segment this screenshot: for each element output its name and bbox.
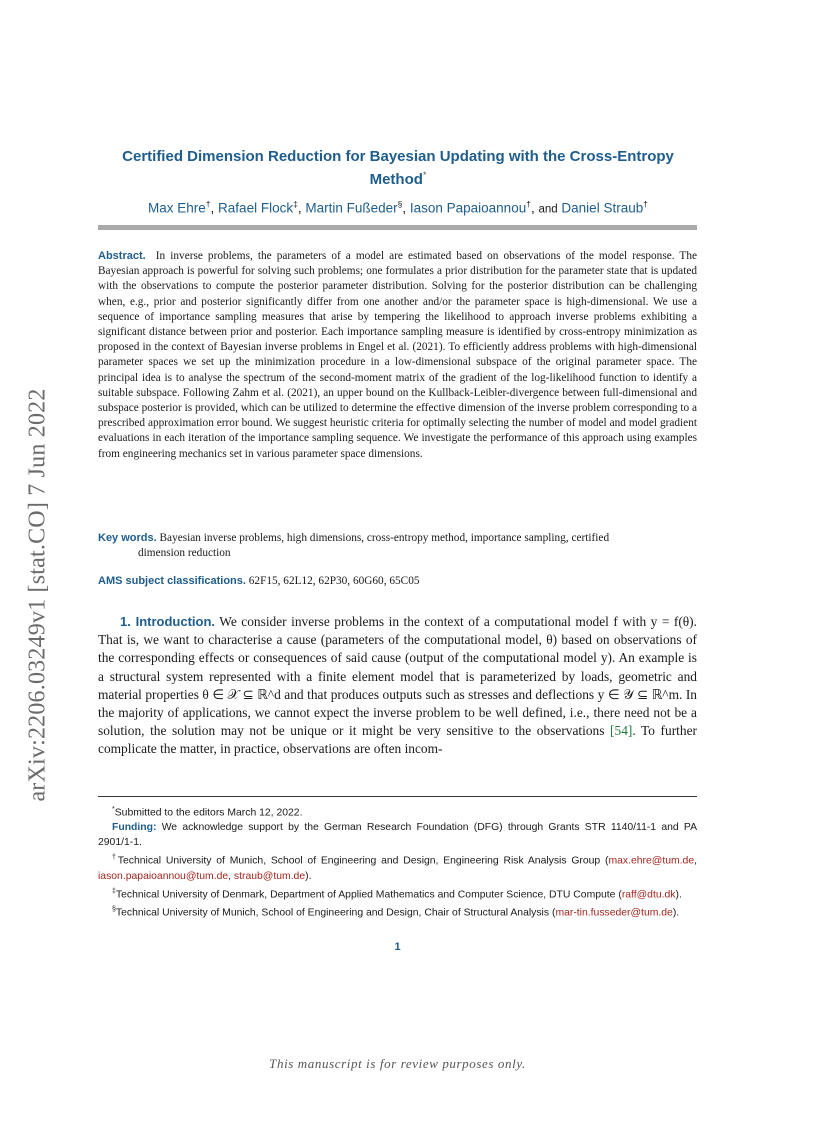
ams-classifications: [98, 574, 697, 589]
introduction-text-continued: . To further complicate the matter, in practice, observations are often incom-: [98, 723, 697, 757]
email-link[interactable]: straub@tum.de: [233, 870, 306, 882]
ams-codes: 62F15, 62L12, 62P30, 60G60, 65C05: [248, 575, 420, 587]
abstract-label: Abstract.: [98, 250, 146, 262]
footnote-divider: [98, 796, 697, 797]
title-divider: [98, 225, 697, 230]
footnote-affiliation-section: §Technical University of Munich, School of Engineering and Design, Chair of Structural Analysis (mar-tin.fusseder@tum.de).: [112, 906, 680, 919]
introduction-section: [98, 613, 697, 759]
author-name: Daniel Straub: [561, 200, 644, 216]
abstract-text: In inverse problems, the parameters of a model are estimated based on observations of the model response. The Bayesian approach is powerful for solving such problems; one formulates a prior distribution for the parameter state that is updated with the observations to compute the posterior parameter distribution. Solving for the posterior distribution can be challenging when, e.g., prior and posterior significantly differ from one another and/or the parameter space is high-dimensional. We use a sequence of importance sampling measures that arise by tempering the likelihood to approach inverse problems exhibiting a significant distance between prior and posterior. Each importance sampling measure is identified by cross-entropy minimization as proposed in the context of Bayesian inverse problems in Engel et al. (2021). To efficiently address problems with high-dimensional parameter spaces we set up the minimization procedure in a low-dimensional subspace of the original parameter space. The principal idea is to analyse the spectrum of the second-moment matrix of the gradient of the log-likelihood function to identify a suitable subspace. Following Zahm et al. (2021), an upper bound on the Kullback-Leibler-divergence between full-dimensional and subspace posterior is provided, which can be utilized to determine the effective dimension of the inverse problem corresponding to a prescribed approximation error bound. We suggest heuristic criteria for optimally selecting the number of model and model gradient evaluations in each iteration of the importance sampling sequence. We investigate the performance of this approach using examples from engineering mechanics set in various parameter space dimensions.: [98, 250, 697, 460]
paper-title: [98, 148, 698, 189]
paper-title-text: Certified Dimension Reduction for Bayesian Updating with the Cross-Entropy Method: [122, 148, 674, 188]
author-name: Martin Fußeder: [305, 200, 398, 216]
email-link-continued[interactable]: tin.fusseder@tum.de: [576, 907, 673, 919]
citation-link[interactable]: [54]: [610, 723, 633, 739]
author-affiliation-mark[interactable]: §: [397, 199, 403, 209]
author-name: Rafael Flock: [218, 200, 294, 216]
page-number: 1: [394, 941, 401, 953]
author-and: and: [538, 203, 558, 216]
keywords-text-continued: dimension reduction: [138, 547, 231, 559]
email-link[interactable]: max.ehre@tum.de: [608, 855, 695, 867]
keywords-label: Key words.: [98, 532, 157, 544]
email-link[interactable]: mar-: [555, 907, 577, 919]
abstract: [98, 249, 697, 462]
email-link[interactable]: raff@dtu.dk: [621, 889, 676, 901]
author-affiliation-mark[interactable]: †: [526, 199, 531, 209]
abstract-body: [98, 249, 697, 462]
author-affiliation-mark[interactable]: ‡: [293, 199, 298, 209]
section-heading: 1. Introduction.: [120, 614, 216, 629]
footnote-affiliation-ddagger: ‡Technical University of Denmark, Department of Applied Mathematics and Computer Science, DTU Compute (raff@dtu.dk).: [112, 887, 682, 901]
ams-label: AMS subject classifications.: [98, 575, 246, 587]
keywords-section: [98, 531, 697, 561]
footnote-affiliation-dagger: †Technical University of Munich, School of Engineering and Design, Engineering Risk Analysis Group (max.ehre@tum.de, iason.papaioannou@tum.de, straub@tum.de).: [98, 854, 697, 882]
footnotes: [98, 802, 697, 921]
footnote-funding: Funding: We acknowledge support by the German Research Foundation (DFG) through Grants STR 1140/11-1 and PA 2901/1-1.: [98, 822, 697, 849]
review-disclaimer: This manuscript is for review purposes only.: [269, 1056, 526, 1071]
funding-label: Funding:: [112, 822, 157, 834]
author-name: Max Ehre: [148, 200, 206, 216]
title-footnote-marker[interactable]: *: [422, 170, 427, 180]
introduction-text: We consider inverse problems in the context of a computational model f with y = f(θ). That is, we want to characterise a cause (parameters of the computational model, θ) based on observations of the corresponding effects or consequences of said cause (output of the computational model y). An example is a structural system represented with a finite element model that is parameterized by loads, geometric and material properties θ ∈ 𝒳 ⊆ ℝ^d and that produces outputs such as stresses and deflections y ∈ 𝒴 ⊆ ℝ^m. In the majority of applications, we cannot expect the inverse problem to be well defined, i.e., there need not be a solution, the solution may not be unique or it might be very sensitive to the observations: [98, 614, 697, 739]
author-name: Iason Papaioannou: [409, 200, 527, 216]
footnote-submitted: *Submitted to the editors March 12, 2022.: [112, 806, 303, 819]
keywords-text: Bayesian inverse problems, high dimensions, cross-entropy method, importance sampling, certified: [159, 532, 610, 544]
author-affiliation-mark[interactable]: †: [205, 199, 211, 209]
email-link[interactable]: iason.papaioannou@tum.de: [98, 870, 229, 882]
author-affiliation-mark[interactable]: †: [643, 199, 648, 209]
arxiv-identifier-stamp: arXiv:2206.03249v1 [stat.CO] 7 Jun 2022: [24, 388, 51, 802]
author-list: Max Ehre†, Rafael Flock‡, Martin Fußeder§, Iason Papaioannou†, and Daniel Straub†: [148, 199, 648, 216]
